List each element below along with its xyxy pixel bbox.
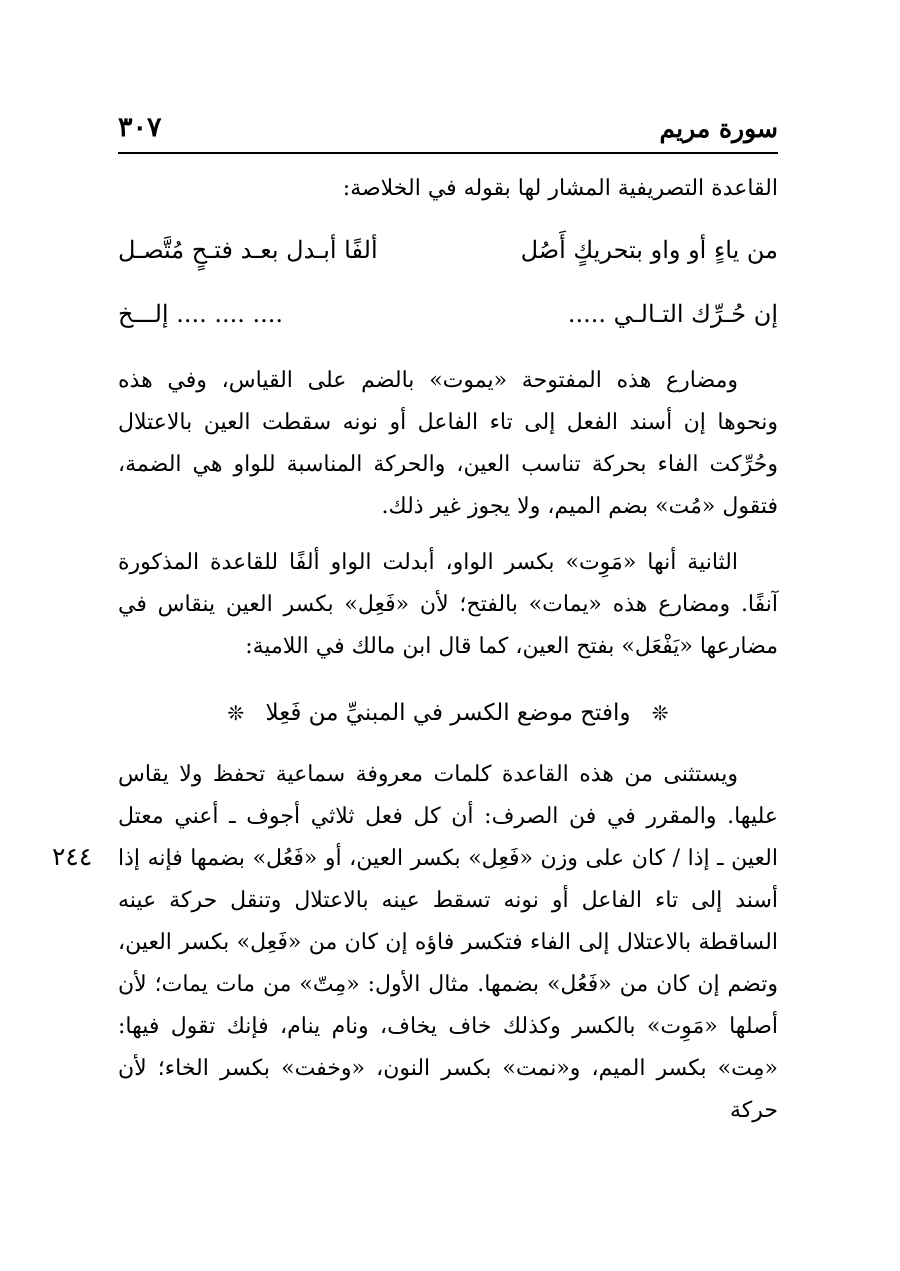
margin-page-reference: ٢٤٤ [52,842,93,871]
verse-2-first-hemistich: إن حُـرِّك التـالـي ..... [567,300,778,328]
verse-line-1 [118,218,778,282]
page-body [118,168,778,1132]
page-number: ٣٠٧ [118,112,162,143]
verse-1-first-hemistich: من ياءٍ أو واو بتحريكٍ أَصُل [520,236,778,264]
intro-line: القاعدة التصريفية المشار لها بقوله في الخلاصة: [342,176,778,201]
page-header [118,108,778,152]
paragraph-1: ومضارع هذه المفتوحة «يموت» بالضم على القياس، وفي هذه ونحوها إن أسند الفعل إلى تاء الفاعل أو نونه سقطت العين بالاعتلال وحُرِّكت الفاء بحركة تناسب العين، والحركة المناسبة للواو هي الضمة، فتقول «مُت» بضم الميم، ولا يجوز غير ذلك. [118,368,778,519]
quote-text: وافتح موضع الكسر في المبنيِّ من فَعِلا [265,700,631,726]
header-rule [118,152,778,154]
verse-line-2 [118,282,778,346]
paragraph-3: ويستثنى من هذه القاعدة كلمات معروفة سماعية تحفظ ولا يقاس عليها. والمقرر في فن الصرف: أن كل فعل ثلاثي أجوف ـ أعني معتل العين ـ إذا / كان على وزن «فَعِل» بكسر العين، أو «فَعُل» بضمها فإنه إذا أسند إلى تاء الفاعل أو نونه تسقط عينه بالاعتلال وتنقل حركة عينه الساقطة بالاعتلال إلى الفاء فتكسر فاؤه إن كان من «فَعِل» بكسر العين، وتضم إن كان من «فَعُل» بضمها. مثال الأول: «مِتّ» من مات يمات؛ لأن أصلها «مَوِت» بالكسر وكذلك خاف يخاف، ونام ينام، فإنك تقول فيها: «مِت» بكسر الميم، و«نمت» بكسر النون، «وخفت» بكسر الخاء؛ لأن حركة [118,762,778,1123]
verse-1-second-hemistich: ألفًا أبـدل بعـد فتـحٍ مُتَّصـل [118,236,378,264]
surah-title: سورة مريم [659,114,778,143]
lamiyya-quote [118,692,778,734]
verse-2-second-hemistich: .... .... .... إلـــخ [118,300,283,328]
star-ornament-icon: ❊ [651,701,669,725]
star-ornament-icon: ❊ [227,701,245,725]
paragraph-2: الثانية أنها «مَوِت» بكسر الواو، أبدلت الواو ألفًا للقاعدة المذكورة آنفًا. ومضارع هذه «يمات» بالفتح؛ لأن «فَعِل» بكسر العين ينقاس في مضارعها «يَفْعَل» بفتح العين، كما قال ابن مالك في اللامية: [118,550,778,659]
